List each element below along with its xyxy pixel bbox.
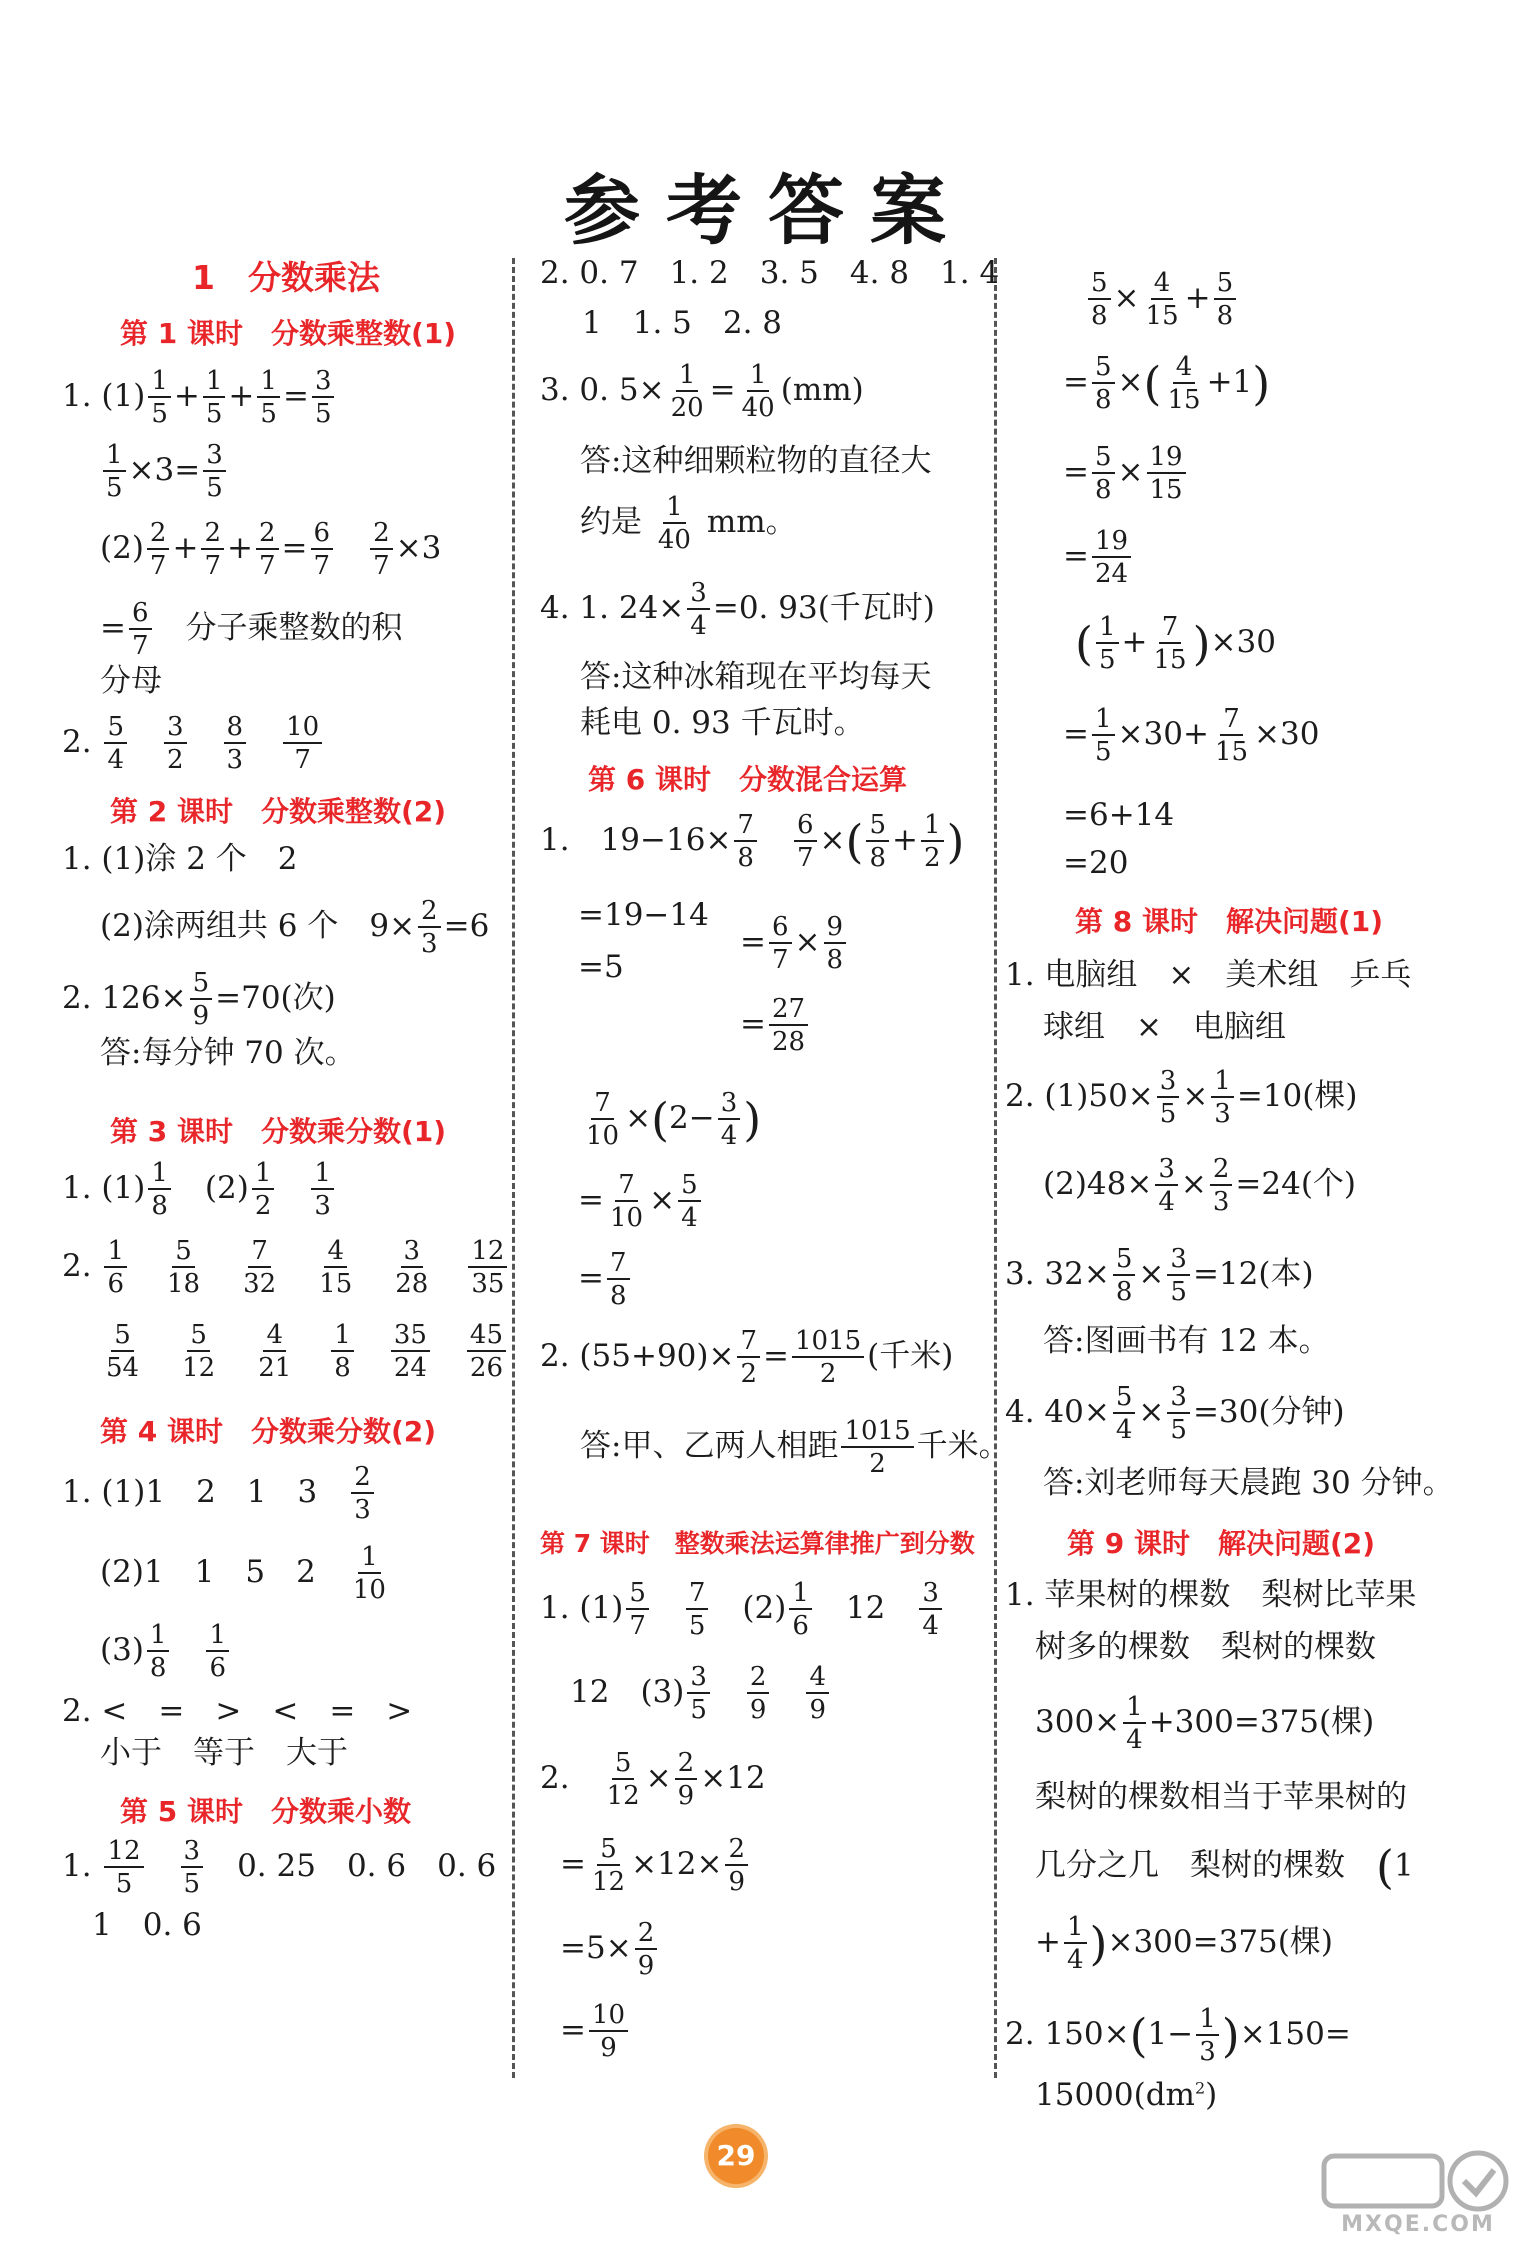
answer-column-3 xyxy=(1005,250,1455,2113)
answer-line: 300× $\frac{1}{4}$ +300=375(棵) xyxy=(1035,1692,1375,1755)
lesson-heading: 第 9 课时 解决问题(2) xyxy=(1067,1527,1376,1560)
lesson-heading: 第 1 课时 分数乘整数(1) xyxy=(120,317,457,350)
answer-line: 树多的棵数 梨树的棵数 xyxy=(1035,1629,1376,1665)
lesson-heading: 第 2 课时 分数乘整数(2) xyxy=(110,795,447,828)
lesson-heading: 第 8 课时 解决问题(1) xyxy=(1075,905,1384,938)
answer-line: =5 xyxy=(578,949,624,985)
answer-line: 12 (3) $\frac{3}{5}$ $\frac{2}{9}$ $\frac{4}{9}$ xyxy=(570,1664,832,1723)
answer-line: 答:图画书有 12 本。 xyxy=(1043,1323,1330,1359)
answer-line: 分母 xyxy=(100,663,162,699)
answer-line: = $\frac{6}{7}$ × $\frac{9}{8}$ xyxy=(740,914,849,973)
answer-line: =5× $\frac{2}{9}$ xyxy=(560,1920,660,1979)
answer-line: (2)1 1 5 2 $\frac{1}{10}$ xyxy=(100,1542,386,1605)
answer-line: 答:这种细颗粒物的直径大 xyxy=(580,443,932,479)
answer-line: 小于 等于 大于 xyxy=(100,1735,348,1771)
answer-line: (2) $\frac{2}{7}$ + $\frac{2}{7}$ + $\frac{2}{7}$ = $\frac{6}{7}$ $\frac{2}{7}$ ×3 xyxy=(100,518,442,581)
answer-line: =20 xyxy=(1063,845,1129,881)
answer-line: 2. < = > < = > xyxy=(62,1693,413,1729)
answer-line: 1. 电脑组 × 美术组 乒乓 xyxy=(1005,957,1412,993)
answer-line: = $\frac{5}{8}$ × $\frac{19}{15}$ xyxy=(1063,444,1189,503)
answer-line: (2)涂两组共 6 个 9× $\frac{2}{3}$ =6 xyxy=(100,896,490,959)
answer-line: = $\frac{5}{8}$ ×( $\frac{4}{15}$ +1) xyxy=(1063,352,1271,415)
answer-line: =6+14 xyxy=(1063,797,1175,833)
answer-line: = $\frac{1}{5}$ ×30+ $\frac{7}{15}$ ×30 xyxy=(1063,704,1320,767)
answer-line: 耗电 0. 93 千瓦时。 xyxy=(580,705,865,741)
answer-line: 答:甲、乙两人相距 $\frac{1015}{2}$ 千米。 xyxy=(580,1416,1010,1479)
answer-line: 4. 1. 24× $\frac{3}{4}$ =0. 93(千瓦时) xyxy=(540,578,935,641)
answer-line: 球组 × 电脑组 xyxy=(1043,1009,1286,1045)
answer-line: 2. (55+90)× $\frac{7}{2}$ = $\frac{1015}{2}$ (千米) xyxy=(540,1326,954,1389)
answer-line: 1. 苹果树的棵数 梨树比苹果 xyxy=(1005,1577,1417,1613)
answer-line: = $\frac{27}{28}$ xyxy=(740,996,811,1055)
answer-line: $\frac{5}{54}$ $\frac{5}{12}$ $\frac{4}{21}$ $\frac{1}{8}$ $\frac{35}{24}$ $\frac{45}{26}$ xyxy=(100,1322,509,1381)
answer-line: 1. $\frac{12}{5}$ $\frac{3}{5}$ 0. 25 0. 6 0. 6 xyxy=(62,1836,497,1899)
watermark xyxy=(1318,2148,1518,2238)
answer-line: 2. 0. 7 1. 2 3. 5 4. 8 1. 4 xyxy=(540,255,1000,291)
answer-line: 3. 0. 5× $\frac{1}{20}$ = $\frac{1}{40}$ (mm) xyxy=(540,360,864,423)
answer-line: 答:每分钟 70 次。 xyxy=(100,1035,356,1071)
answer-line: = $\frac{7}{8}$ xyxy=(578,1250,633,1309)
lesson-heading: 第 7 课时 整数乘法运算律推广到分数 xyxy=(540,1529,975,1558)
answer-line: $\frac{5}{8}$ × $\frac{4}{15}$ + $\frac{5}{8}$ xyxy=(1085,270,1239,329)
answer-line: 2. 150×(1− $\frac{1}{3}$ )×150= xyxy=(1005,2004,1351,2067)
answer-line: (3) $\frac{1}{8}$ $\frac{1}{6}$ xyxy=(100,1622,232,1681)
column-divider xyxy=(994,258,997,2078)
answer-column-1 xyxy=(62,250,505,2080)
answer-line: (2)48× $\frac{3}{4}$ × $\frac{2}{3}$ =24(个) xyxy=(1043,1154,1357,1217)
answer-line: + $\frac{1}{4}$ )×300=375(棵) xyxy=(1035,1912,1333,1975)
answer-line: 3. 32× $\frac{5}{8}$ × $\frac{3}{5}$ =12(本) xyxy=(1005,1244,1314,1307)
lesson-heading: 第 3 课时 分数乘分数(1) xyxy=(110,1115,447,1148)
answer-column-2 xyxy=(540,250,1010,2080)
answer-line: 2. $\frac{1}{6}$ $\frac{5}{18}$ $\frac{7}{32}$ $\frac{4}{15}$ $\frac{3}{28}$ $\frac{12}{35}$ xyxy=(62,1238,510,1297)
answer-line: =19−14 xyxy=(578,897,709,933)
lesson-heading: 第 5 课时 分数乘小数 xyxy=(120,1795,411,1828)
column-divider xyxy=(512,258,515,2078)
answer-line: = $\frac{7}{10}$ × $\frac{5}{4}$ xyxy=(578,1172,704,1231)
watermark-logo-icon xyxy=(1318,2148,1518,2214)
answer-line: 答:刘老师每天晨跑 30 分钟。 xyxy=(1043,1465,1454,1501)
answer-line: 梨树的棵数相当于苹果树的 xyxy=(1035,1779,1407,1815)
answer-line: 答:这种冰箱现在平均每天 xyxy=(580,659,932,695)
answer-line: 1. 19−16× $\frac{7}{8}$ $\frac{6}{7}$ ×( $\frac{5}{8}$ + $\frac{1}{2}$ ) xyxy=(540,810,965,873)
answer-line: 1. (1) $\frac{1}{8}$ (2) $\frac{1}{2}$ $\frac{1}{3}$ xyxy=(62,1160,337,1219)
answer-line: = $\frac{10}{9}$ xyxy=(560,2002,631,2061)
answer-line: 2. 126× $\frac{5}{9}$ =70(次) xyxy=(62,968,336,1031)
answer-line: 几分之几 梨树的棵数 (1 xyxy=(1035,1840,1414,1894)
answer-line: 1. (1)涂 2 个 2 xyxy=(62,841,298,877)
chapter-heading: 1 分数乘法 xyxy=(192,258,380,297)
answer-line: = $\frac{5}{12}$ ×12× $\frac{2}{9}$ xyxy=(560,1836,751,1895)
lesson-heading: 第 6 课时 分数混合运算 xyxy=(588,763,907,796)
answer-line: ( $\frac{1}{5}$ + $\frac{7}{15}$ )×30 xyxy=(1075,612,1276,675)
watermark-text: MXQE.COM xyxy=(1341,2212,1495,2237)
answer-line: $\frac{7}{10}$ ×(2− $\frac{3}{4}$ ) xyxy=(586,1088,762,1151)
lesson-heading: 第 4 课时 分数乘分数(2) xyxy=(100,1415,437,1448)
page-title: 参考答案 xyxy=(564,166,972,255)
answer-line: 2. $\frac{5}{12}$ × $\frac{2}{9}$ ×12 xyxy=(540,1748,766,1811)
answer-line: $15000(dm^2)$ xyxy=(1035,2077,1218,2113)
page-number-badge: 29 xyxy=(708,2128,764,2184)
answer-line: 1 1. 5 2. 8 xyxy=(582,305,783,341)
answer-line: 2. $\frac{5}{4}$ $\frac{3}{2}$ $\frac{8}{3}$ $\frac{10}{7}$ xyxy=(62,714,325,773)
answer-line: = $\frac{6}{7}$ 分子乘整数的积 xyxy=(100,598,403,661)
answer-line: 4. 40× $\frac{5}{4}$ × $\frac{3}{5}$ =30(分钟) xyxy=(1005,1382,1345,1445)
answer-line: 约是 $\frac{1}{40}$ mm。 xyxy=(580,492,797,555)
answer-line: = $\frac{19}{24}$ xyxy=(1063,528,1134,587)
answer-line: $\frac{1}{5}$ ×3= $\frac{3}{5}$ xyxy=(100,442,229,501)
answer-line: 1. (1)1 2 1 3 $\frac{2}{3}$ xyxy=(62,1464,377,1523)
answer-line: 2. (1)50× $\frac{3}{5}$ × $\frac{1}{3}$ =10(棵) xyxy=(1005,1066,1358,1129)
answer-line: 1. (1) $\frac{5}{7}$ $\frac{7}{5}$ (2) $\frac{1}{6}$ 12 $\frac{3}{4}$ xyxy=(540,1580,945,1639)
answer-line: 1 0. 6 xyxy=(92,1907,202,1943)
answer-line: 1. (1) $\frac{1}{5}$ + $\frac{1}{5}$ + $\frac{1}{5}$ = $\frac{3}{5}$ xyxy=(62,368,337,427)
